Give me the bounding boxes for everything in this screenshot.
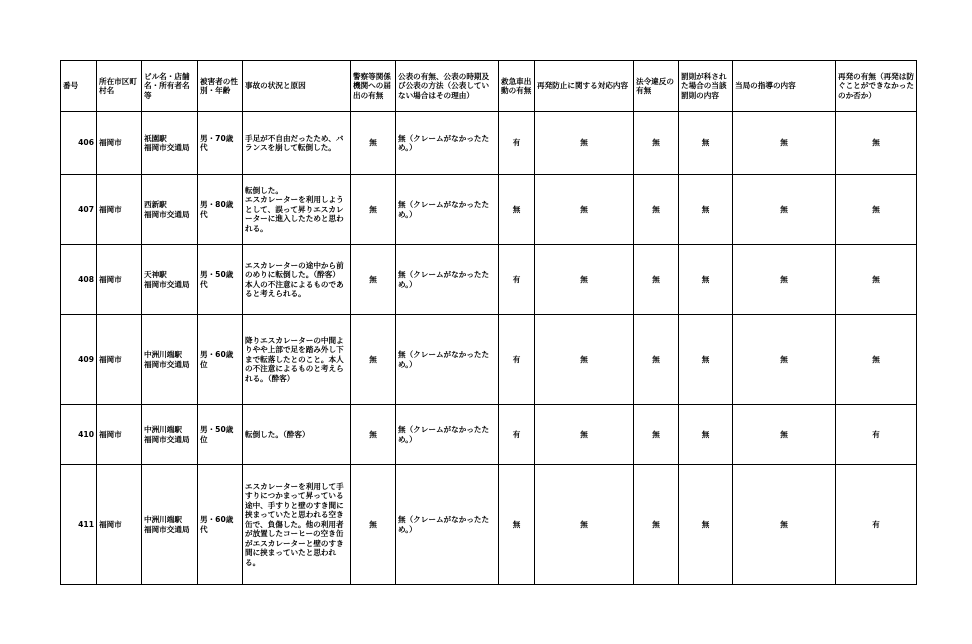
cell-victim: 男・50歳代 <box>198 245 243 315</box>
cell-publication: 無（クレームがなかったため。） <box>396 465 499 585</box>
cell-city: 福岡市 <box>97 405 142 465</box>
cell-police: 無 <box>351 405 396 465</box>
header-recurrence: 再発の有無（再発は防ぐことができなかったのか否か） <box>836 61 917 112</box>
cell-publication: 無（クレームがなかったため。） <box>396 315 499 405</box>
cell-penalty: 無 <box>679 315 733 405</box>
cell-city: 福岡市 <box>97 245 142 315</box>
cell-guidance: 無 <box>733 175 836 245</box>
cell-number: 409 <box>61 315 97 405</box>
header-building: ビル名・店舗名・所有者名等 <box>142 61 198 112</box>
cell-publication: 無（クレームがなかったため。） <box>396 245 499 315</box>
cell-recurrence: 無 <box>836 112 917 175</box>
cell-number: 410 <box>61 405 97 465</box>
cell-prevention: 無 <box>535 405 634 465</box>
cell-prevention: 無 <box>535 175 634 245</box>
cell-situation: エスカレーターの途中から前のめりに転倒した。（酔客） 本人の不注意によるものであると考えられる。 <box>243 245 351 315</box>
table-row <box>61 315 917 405</box>
header-publication: 公表の有無、公表の時期及び公表の方法（公表していない場合はその理由） <box>396 61 499 112</box>
cell-building: 中洲川端駅 福岡市交通局 <box>142 315 198 405</box>
cell-victim: 男・60歳代 <box>198 465 243 585</box>
cell-recurrence: 有 <box>836 405 917 465</box>
header-row <box>61 61 917 112</box>
cell-ambulance: 有 <box>499 315 535 405</box>
cell-victim: 男・50歳位 <box>198 405 243 465</box>
header-situation: 事故の状況と原因 <box>243 61 351 112</box>
cell-guidance: 無 <box>733 315 836 405</box>
cell-victim: 男・80歳代 <box>198 175 243 245</box>
table-row <box>61 175 917 245</box>
cell-guidance: 無 <box>733 465 836 585</box>
cell-publication: 無（クレームがなかったため。） <box>396 175 499 245</box>
cell-situation: 降りエスカレーターの中間よりやや上部で足を踏み外し下まで転落したとのこと。本人の不注意によるものと考えられる。（酔客） <box>243 315 351 405</box>
table-row <box>61 112 917 175</box>
cell-prevention: 無 <box>535 315 634 405</box>
cell-victim: 男・70歳代 <box>198 112 243 175</box>
cell-prevention: 無 <box>535 245 634 315</box>
cell-publication: 無（クレームがなかったため。） <box>396 405 499 465</box>
cell-violation: 無 <box>634 175 679 245</box>
cell-city: 福岡市 <box>97 315 142 405</box>
cell-penalty: 無 <box>679 112 733 175</box>
cell-city: 福岡市 <box>97 465 142 585</box>
cell-city: 福岡市 <box>97 112 142 175</box>
cell-publication: 無（クレームがなかったため。） <box>396 112 499 175</box>
cell-number: 408 <box>61 245 97 315</box>
cell-police: 無 <box>351 465 396 585</box>
cell-violation: 無 <box>634 465 679 585</box>
cell-prevention: 無 <box>535 112 634 175</box>
table-row <box>61 245 917 315</box>
cell-situation: エスカレーターを利用して手すりにつかまって昇っている途中、手すりと壁のすき間に挟まっていたと思われる空き缶で、負傷した。他の利用者が放置したコーヒーの空き缶がエスカレーターと壁のすき間に挟まっていたと思われる。 <box>243 465 351 585</box>
cell-number: 407 <box>61 175 97 245</box>
cell-building: 中洲川端駅 福岡市交通局 <box>142 465 198 585</box>
cell-ambulance: 有 <box>499 112 535 175</box>
cell-number: 411 <box>61 465 97 585</box>
cell-city: 福岡市 <box>97 175 142 245</box>
cell-guidance: 無 <box>733 112 836 175</box>
cell-police: 無 <box>351 112 396 175</box>
cell-situation: 転倒した。（酔客） <box>243 405 351 465</box>
cell-recurrence: 有 <box>836 465 917 585</box>
cell-ambulance: 有 <box>499 245 535 315</box>
cell-recurrence: 無 <box>836 245 917 315</box>
header-ambulance: 救急車出動の有無 <box>499 61 535 112</box>
cell-number: 406 <box>61 112 97 175</box>
cell-penalty: 無 <box>679 405 733 465</box>
cell-building: 祇園駅 福岡市交通局 <box>142 112 198 175</box>
cell-penalty: 無 <box>679 245 733 315</box>
table-row <box>61 465 917 585</box>
cell-police: 無 <box>351 315 396 405</box>
cell-guidance: 無 <box>733 405 836 465</box>
header-guidance: 当局の指導の内容 <box>733 61 836 112</box>
cell-violation: 無 <box>634 315 679 405</box>
cell-ambulance: 無 <box>499 465 535 585</box>
cell-violation: 無 <box>634 405 679 465</box>
cell-recurrence: 無 <box>836 315 917 405</box>
cell-penalty: 無 <box>679 465 733 585</box>
header-police: 警察等関係機関への届出の有無 <box>351 61 396 112</box>
header-prevention: 再発防止に関する対応内容 <box>535 61 634 112</box>
cell-victim: 男・60歳位 <box>198 315 243 405</box>
cell-building: 中洲川端駅 福岡市交通局 <box>142 405 198 465</box>
cell-situation: 手足が不自由だったため、バランスを崩して転倒した。 <box>243 112 351 175</box>
cell-building: 西新駅 福岡市交通局 <box>142 175 198 245</box>
cell-violation: 無 <box>634 245 679 315</box>
cell-recurrence: 無 <box>836 175 917 245</box>
cell-penalty: 無 <box>679 175 733 245</box>
header-victim: 被害者の性別・年齢 <box>198 61 243 112</box>
header-city: 所在市区町村名 <box>97 61 142 112</box>
cell-violation: 無 <box>634 112 679 175</box>
cell-police: 無 <box>351 245 396 315</box>
cell-prevention: 無 <box>535 465 634 585</box>
header-penalty: 罰則が科された場合の当該罰則の内容 <box>679 61 733 112</box>
header-violation: 法令違反の有無 <box>634 61 679 112</box>
header-number: 番号 <box>61 61 97 112</box>
cell-ambulance: 無 <box>499 175 535 245</box>
cell-police: 無 <box>351 175 396 245</box>
cell-situation: 転倒した。 エスカレーターを利用しようとして、誤って昇りエスカレーターに進入したためと思われる。 <box>243 175 351 245</box>
table-row <box>61 405 917 465</box>
cell-guidance: 無 <box>733 245 836 315</box>
accident-report-table <box>60 60 917 585</box>
cell-ambulance: 有 <box>499 405 535 465</box>
cell-building: 天神駅 福岡市交通局 <box>142 245 198 315</box>
